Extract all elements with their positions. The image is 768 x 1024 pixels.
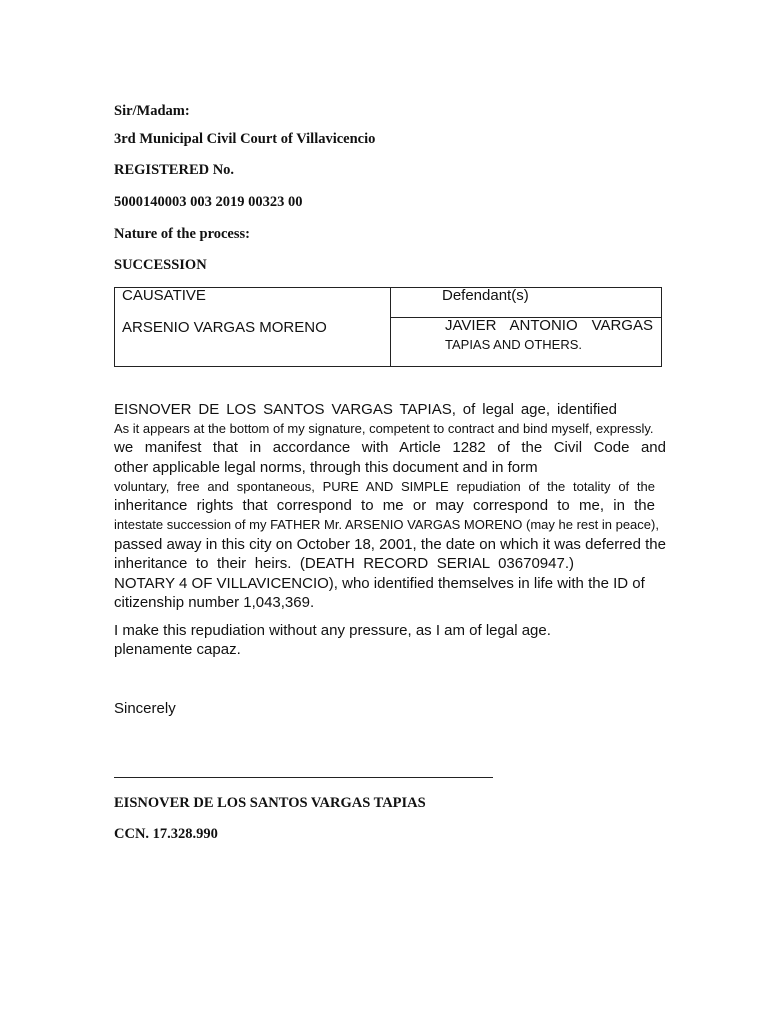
- court-name: 3rd Municipal Civil Court of Villavicencio: [114, 131, 376, 147]
- registered-number: 5000140003 003 2019 00323 00: [114, 194, 303, 210]
- registered-label: REGISTERED No.: [114, 162, 235, 178]
- body-line: passed away in this city on October 18, 2001, the date on which it was deferred the: [114, 536, 666, 553]
- closing-sincerely: Sincerely: [114, 700, 176, 717]
- causative-name: ARSENIO VARGAS MORENO: [122, 319, 327, 336]
- causative-header: CAUSATIVE: [122, 287, 206, 304]
- body-line: voluntary, free and spontaneous, PURE AND SIMPLE repudiation of the totality of the: [114, 479, 655, 494]
- defendant-header: Defendant(s): [442, 287, 529, 304]
- body-line: intestate succession of my FATHER Mr. ARSENIO VARGAS MORENO (may he rest in peace),: [114, 517, 659, 532]
- signer-name: EISNOVER DE LOS SANTOS VARGAS TAPIAS: [114, 795, 426, 811]
- salutation: Sir/Madam:: [114, 103, 190, 119]
- body-line: As it appears at the bottom of my signature, competent to contract and bind myself, expressly.: [114, 421, 654, 436]
- body-line: citizenship number 1,043,369.: [114, 594, 315, 611]
- signer-id: CCN. 17.328.990: [114, 826, 218, 842]
- body-line: NOTARY 4 OF VILLAVICENCIO), who identified themselves in life with the ID of: [114, 575, 645, 592]
- body-line: inheritance to their heirs. (DEATH RECORD SERIAL 03670947.): [114, 555, 574, 572]
- nature-label: Nature of the process:: [114, 226, 250, 242]
- body-line: other applicable legal norms, through this document and in form: [114, 459, 538, 476]
- body-line: I make this repudiation without any pressure, as I am of legal age.: [114, 622, 551, 639]
- body-line: we manifest that in accordance with Article 1282 of the Civil Code and: [114, 439, 666, 456]
- body-line: EISNOVER DE LOS SANTOS VARGAS TAPIAS, of legal age, identified: [114, 401, 617, 418]
- body-line: plenamente capaz.: [114, 641, 241, 658]
- defendant-name-line2: TAPIAS AND OTHERS.: [445, 337, 583, 352]
- signature-line: [114, 777, 493, 778]
- body-line: inheritance rights that correspond to me or may correspond to me, in the: [114, 497, 655, 514]
- defendant-name-line1: JAVIER ANTONIO VARGAS: [445, 317, 653, 334]
- nature-value: SUCCESSION: [114, 257, 207, 273]
